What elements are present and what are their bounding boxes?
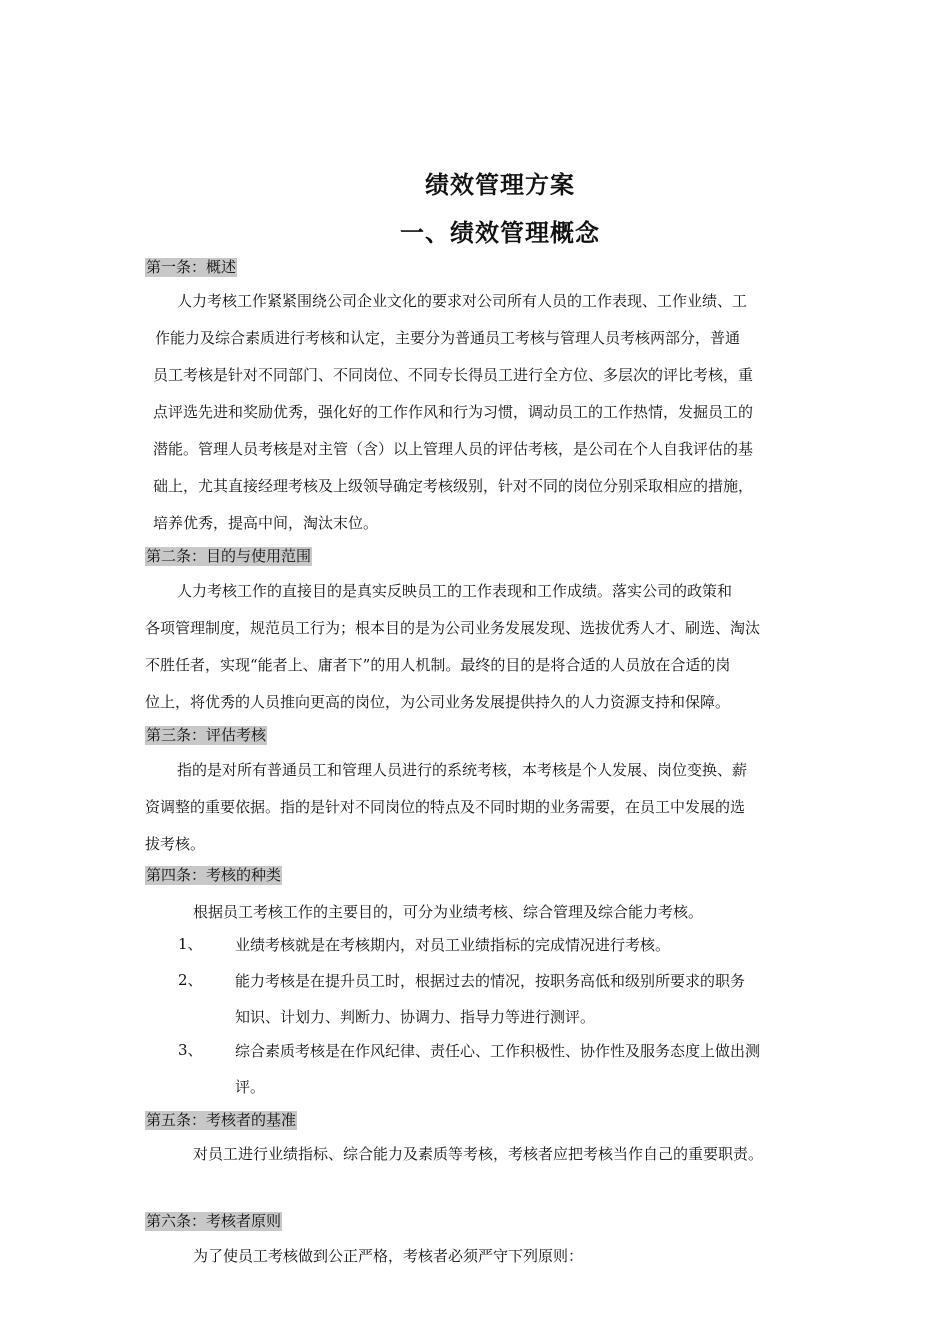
paragraph-line: 础上，尤其直接经理考核及上级领导确定考核级别，针对不同的岗位分别采取相应的措施， (153, 477, 754, 495)
article-heading-1: 第一条：概述 (146, 258, 237, 276)
list-item-line: 知识、计划力、判断力、协调力、指导力等进行测评。 (235, 1008, 596, 1026)
paragraph-line: 位上，将优秀的人员推向更高的岗位，为公司业务发展提供持久的人力资源支持和保障。 (145, 693, 731, 711)
article-body-1 (145, 283, 810, 542)
paragraph-line: 为了使员工考核做到公正严格，考核者必须严守下列原则： (193, 1247, 584, 1265)
list-item-3 (235, 1033, 815, 1105)
paragraph-line: 不胜任者，实现“能者上、庸者下”的用人机制。最终的目的是将合适的人员放在合适的岗 (145, 656, 731, 674)
article-intro-5 (145, 1136, 810, 1173)
list-item-line: 业绩考核就是在考核期内，对员工业绩指标的完成情况进行考核。 (235, 936, 671, 954)
paragraph-line: 员工考核是针对不同部门、不同岗位、不同专长得员工进行全方位、多层次的评比考核，重 (153, 366, 754, 384)
paragraph-line: 点评选先进和奖励优秀，强化好的工作作风和行为习惯，调动员工的工作热情，发掘员工的 (153, 403, 754, 421)
paragraph-line: 人力考核工作紧紧围绕公司企业文化的要求对公司所有人员的工作表现、工作业绩、工 (177, 292, 748, 310)
article-heading-6: 第六条：考核者原则 (146, 1212, 282, 1230)
list-number-3: 3、 (178, 1041, 203, 1059)
list-item-line: 评。 (235, 1078, 266, 1096)
list-item-line: 综合素质考核是在作风纪律、责任心、工作积极性、协作性及服务态度上做出测 (235, 1042, 761, 1060)
list-item-2 (235, 963, 815, 1035)
paragraph-line: 指的是对所有普通员工和管理人员进行的系统考核，本考核是个人发展、岗位变换、薪 (177, 761, 748, 779)
paragraph-line: 资调整的重要依据。指的是针对不同岗位的特点及不同时期的业务需要，在员工中发展的选 (145, 798, 746, 816)
article-heading-3: 第三条：评估考核 (146, 726, 267, 744)
list-item-1 (235, 927, 815, 963)
list-item-line: 能力考核是在提升员工时，根据过去的情况，按职务高低和级别所要求的职务 (235, 972, 746, 990)
paragraph-line: 根据员工考核工作的主要目的，可分为业绩考核、综合管理及综合能力考核。 (193, 903, 704, 921)
article-body-3 (145, 752, 810, 863)
document-title: 绩效管理方案 (425, 170, 575, 199)
article-heading-4: 第四条：考核的种类 (146, 866, 282, 884)
paragraph-line: 对员工进行业绩指标、综合能力及素质等考核，考核者应把考核当作自己的重要职责。 (193, 1145, 764, 1163)
paragraph-line: 各项管理制度，规范员工行为；根本目的是为公司业务发展发现、选拔优秀人才、刷选、淘汰 (145, 619, 761, 637)
article-body-2 (145, 573, 810, 721)
section-title: 一、绩效管理概念 (400, 218, 600, 247)
paragraph-line: 拔考核。 (145, 835, 206, 853)
article-heading-5: 第五条：考核者的基准 (146, 1111, 297, 1129)
article-heading-2: 第二条：目的与使用范围 (146, 547, 312, 565)
article-intro-4 (145, 894, 810, 931)
paragraph-line: 潜能。管理人员考核是对主管（含）以上管理人员的评估考核，是公司在个人自我评估的基 (153, 440, 754, 458)
list-number-1: 1、 (178, 935, 203, 953)
list-number-2: 2、 (178, 971, 203, 989)
paragraph-line: 培养优秀，提高中间，淘汰末位。 (153, 514, 379, 532)
paragraph-line: 人力考核工作的直接目的是真实反映员工的工作表现和工作成绩。落实公司的政策和 (177, 582, 733, 600)
article-intro-6 (145, 1238, 810, 1275)
paragraph-line: 作能力及综合素质进行考核和认定，主要分为普通员工考核与管理人员考核两部分，普通 (155, 329, 741, 347)
